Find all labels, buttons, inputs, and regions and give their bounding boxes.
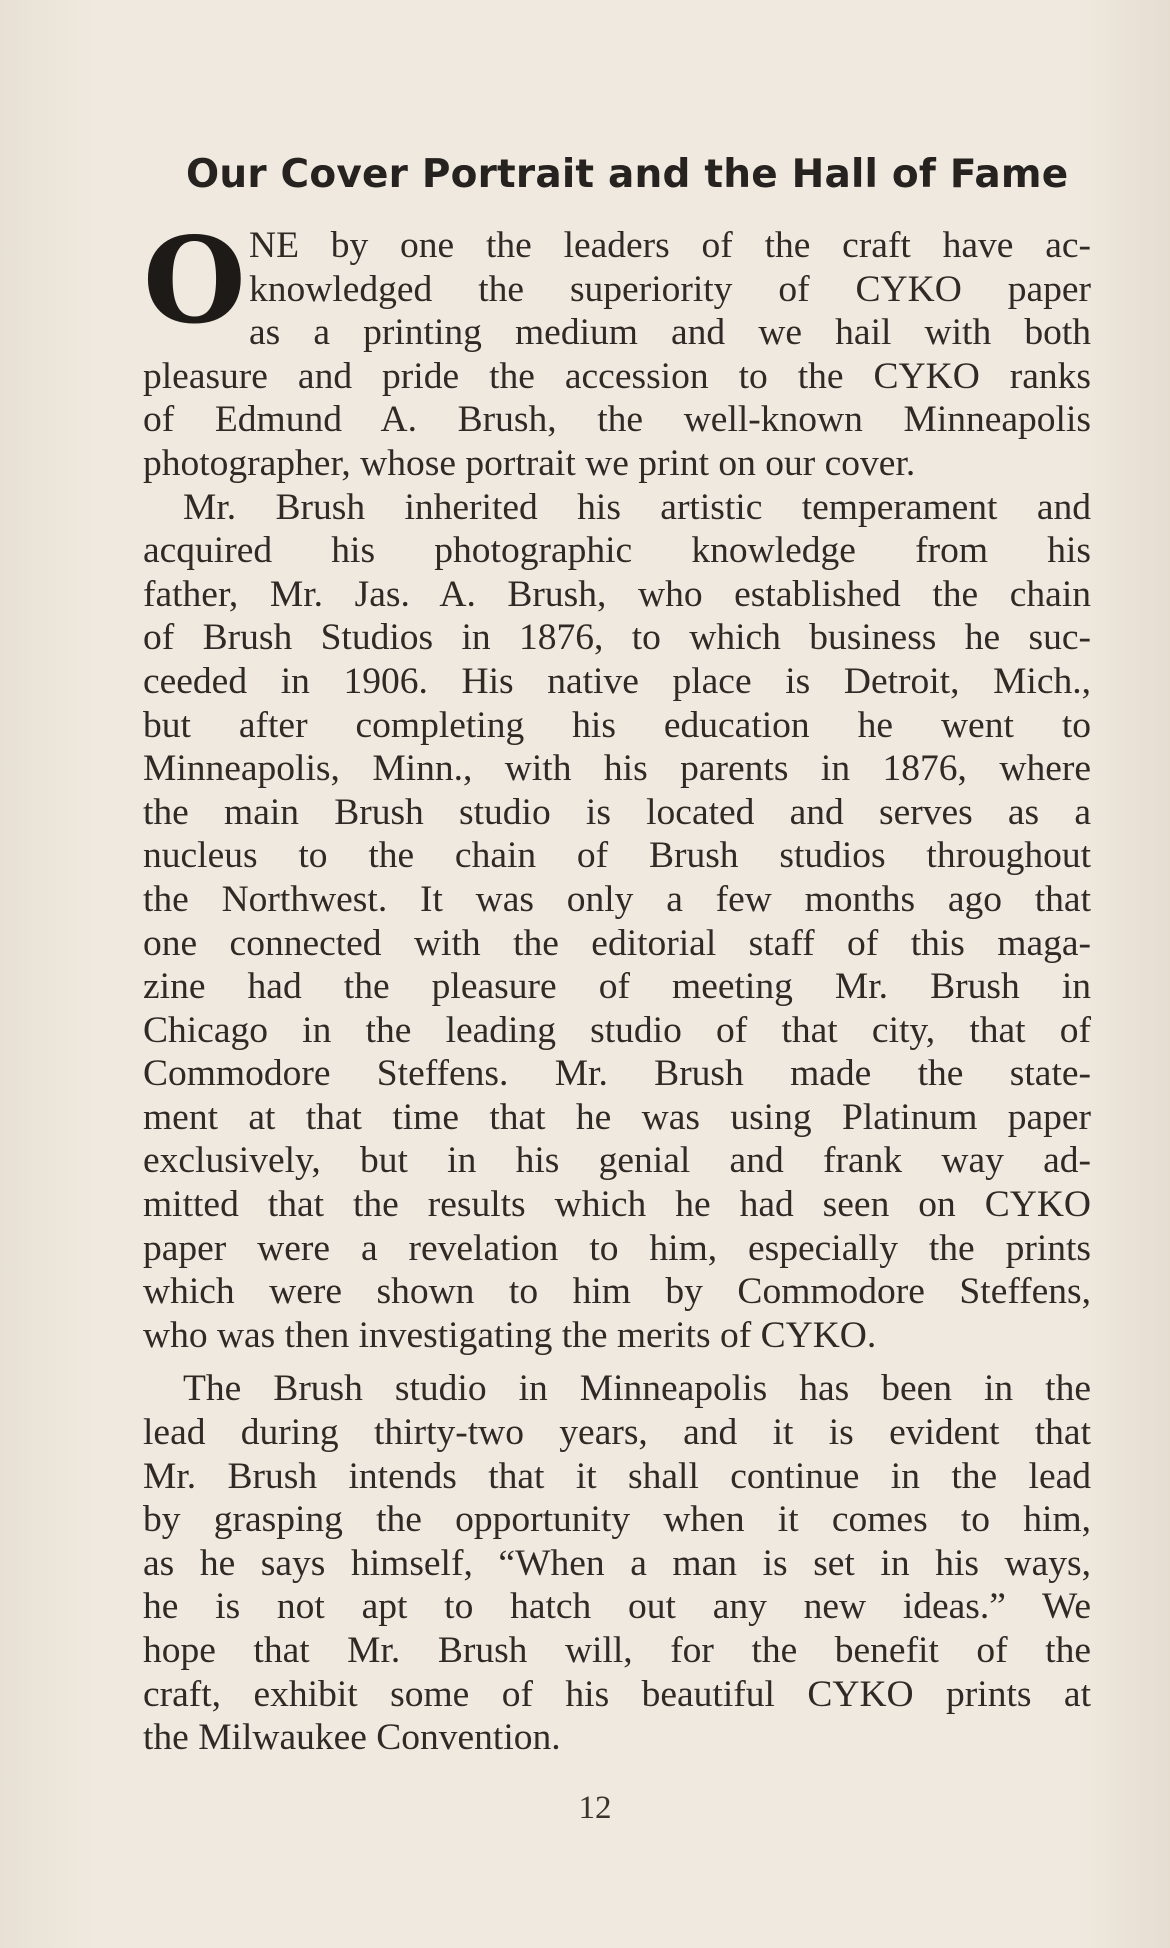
text-line: the main Brush studio is located and serves as a bbox=[143, 791, 1091, 833]
text-line: zine had the pleasure of meeting Mr. Brush in bbox=[143, 966, 1091, 1008]
text-line: acquired his photographic knowledge from his bbox=[143, 530, 1091, 572]
page-number: 12 bbox=[578, 1790, 612, 1826]
article-title: Our Cover Portrait and the Hall of Fame bbox=[186, 152, 1069, 197]
text-line: nucleus to the chain of Brush studios throughout bbox=[143, 835, 1091, 877]
text-line: he is not apt to hatch out any new ideas.” We bbox=[143, 1586, 1091, 1628]
text-line: as he says himself, “When a man is set in his ways, bbox=[143, 1542, 1091, 1584]
text-line: pleasure and pride the accession to the CYKO ranks bbox=[143, 355, 1091, 397]
text-line: Commodore Steffens. Mr. Brush made the state- bbox=[143, 1053, 1091, 1095]
text-line: ment at that time that he was using Platinum paper bbox=[143, 1096, 1091, 1138]
text-line: which were shown to him by Commodore Steffens, bbox=[143, 1271, 1091, 1313]
text-line: of Brush Studios in 1876, to which business he suc- bbox=[143, 617, 1091, 659]
text-line: as a printing medium and we hail with both bbox=[249, 312, 1091, 354]
text-line: photographer, whose portrait we print on our cover. bbox=[143, 442, 916, 484]
text-line: knowledged the superiority of CYKO paper bbox=[249, 268, 1091, 310]
text-line: Mr. Brush intends that it shall continue in the lead bbox=[143, 1455, 1091, 1497]
text-line: Mr. Brush inherited his artistic temperament and bbox=[183, 486, 1091, 528]
text-line: craft, exhibit some of his beautiful CYKO prints at bbox=[143, 1673, 1091, 1715]
text-line: exclusively, but in his genial and frank way ad- bbox=[143, 1140, 1091, 1182]
text-line: of Edmund A. Brush, the well-known Minneapolis bbox=[143, 399, 1091, 441]
text-line: but after completing his education he went to bbox=[143, 704, 1091, 746]
drop-cap: O bbox=[143, 211, 246, 350]
text-line: Chicago in the leading studio of that city, that of bbox=[143, 1009, 1091, 1051]
text-line: the Milwaukee Convention. bbox=[143, 1717, 561, 1759]
text-line: lead during thirty-two years, and it is evident that bbox=[143, 1412, 1091, 1454]
text-line: ceeded in 1906. His native place is Detroit, Mich., bbox=[143, 660, 1091, 702]
text-line: hope that Mr. Brush will, for the benefit of the bbox=[143, 1630, 1091, 1671]
text-line: mitted that the results which he had seen on CYKO bbox=[143, 1184, 1091, 1226]
text-line: NE by one the leaders of the craft have ac- bbox=[249, 225, 1091, 266]
text-line: father, Mr. Jas. A. Brush, who established the chain bbox=[143, 573, 1091, 615]
text-line: who was then investigating the merits of CYKO. bbox=[143, 1314, 877, 1356]
article-body bbox=[143, 211, 1091, 1760]
text-line: by grasping the opportunity when it comes to him, bbox=[143, 1499, 1091, 1541]
text-line: one connected with the editorial staff of this maga- bbox=[143, 922, 1091, 964]
text-line: paper were a revelation to him, especially the prints bbox=[143, 1227, 1091, 1269]
text-line: The Brush studio in Minneapolis has been in the bbox=[183, 1368, 1091, 1410]
text-line: the Northwest. It was only a few months ago that bbox=[143, 878, 1091, 920]
text-line: Minneapolis, Minn., with his parents in 1876, where bbox=[143, 748, 1091, 790]
